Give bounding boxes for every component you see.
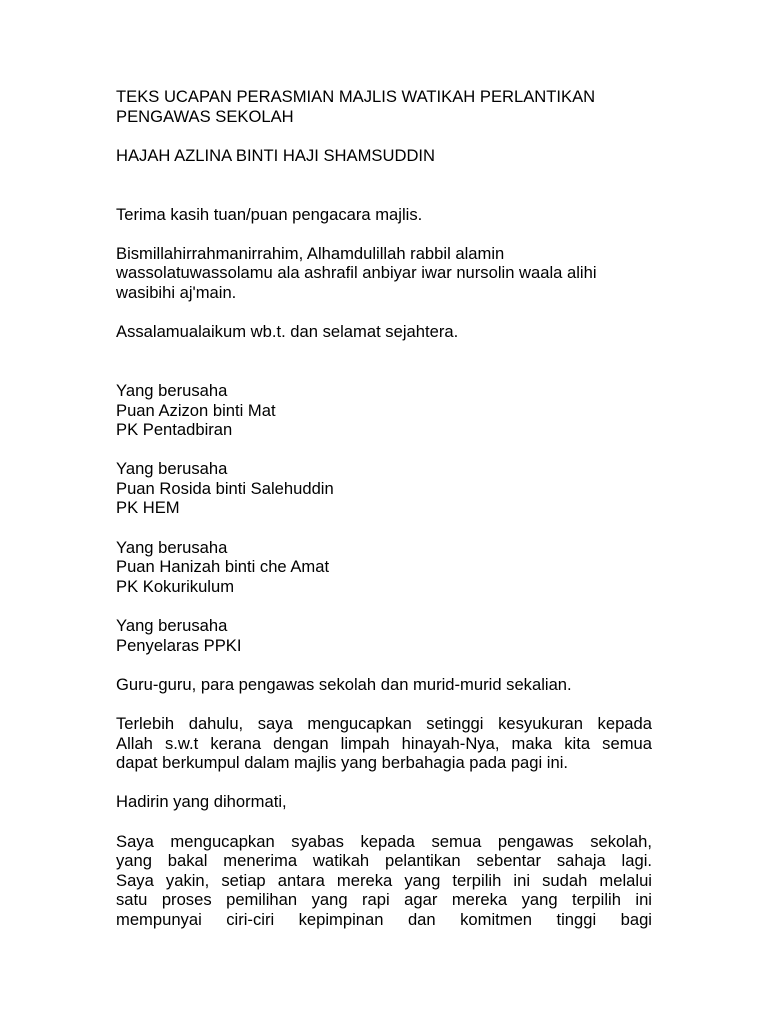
title-line: PENGAWAS SEKOLAH (116, 106, 294, 126)
dignitary-block (116, 381, 652, 440)
dignitary-position: PK HEM (116, 498, 180, 518)
paragraph-line: Allah s.w.t kerana dengan limpah hinayah-Nya, maka kita semua (116, 733, 652, 753)
author-name: HAJAH AZLINA BINTI HAJI SHAMSUDDIN (116, 145, 436, 165)
audience-line: Guru-guru, para pengawas sekolah dan murid-murid sekalian. (116, 674, 572, 694)
paragraph-line: mempunyai ciri-ciri kepimpinan dan komitmen tinggi bagi (116, 909, 652, 929)
dignitary-block (116, 616, 652, 655)
dignitary-block (116, 538, 652, 597)
dignitary-block (116, 459, 652, 518)
paragraph-line: Saya yakin, setiap antara mereka yang terpilih ini sudah melalui (116, 870, 652, 890)
gratitude-paragraph (116, 714, 652, 773)
dignitary-position: PK Kokurikulum (116, 576, 235, 596)
document-title (116, 87, 652, 126)
dignitary-salutation: Yang berusaha (116, 459, 228, 479)
dignitary-salutation: Yang berusaha (116, 616, 228, 636)
paragraph-line: yang bakal menerima watikah pelantikan sebentar sahaja lagi. (116, 851, 652, 871)
dignitary-position: Penyelaras PPKI (116, 635, 242, 655)
paragraph-line: dapat berkumpul dalam majlis yang berbahagia pada pagi ini. (116, 753, 569, 773)
document-body (116, 87, 652, 930)
opening-prayer (116, 244, 652, 303)
address-line: Hadirin yang dihormati, (116, 792, 287, 812)
dignitary-name: Puan Rosida binti Salehuddin (116, 478, 334, 498)
dignitary-name: Puan Azizon binti Mat (116, 400, 276, 420)
paragraph-line: Terlebih dahulu, saya mengucapkan setinggi kesyukuran kepada (116, 714, 652, 733)
paragraph-line: satu proses pemilihan yang rapi agar mereka yang terpilih ini (116, 890, 652, 910)
thanks-line: Terima kasih tuan/puan pengacara majlis. (116, 204, 423, 224)
dignitary-name: Puan Hanizah binti che Amat (116, 557, 330, 577)
prayer-line: wasibihi aj'main. (116, 282, 237, 302)
dignitary-salutation: Yang berusaha (116, 537, 228, 557)
greeting-line: Assalamualaikum wb.t. dan selamat sejahtera. (116, 322, 459, 342)
congrats-paragraph (116, 832, 652, 930)
paragraph-line: Saya mengucapkan syabas kepada semua pengawas sekolah, (116, 831, 652, 851)
dignitary-position: PK Pentadbiran (116, 420, 233, 440)
prayer-line: Bismillahirrahmanirrahim, Alhamdulillah rabbil alamin (116, 243, 505, 263)
title-line: TEKS UCAPAN PERASMIAN MAJLIS WATIKAH PERLANTIKAN (116, 87, 596, 106)
dignitary-salutation: Yang berusaha (116, 380, 228, 400)
prayer-line: wassolatuwassolamu ala ashrafil anbiyar iwar nursolin waala alihi (116, 263, 597, 283)
